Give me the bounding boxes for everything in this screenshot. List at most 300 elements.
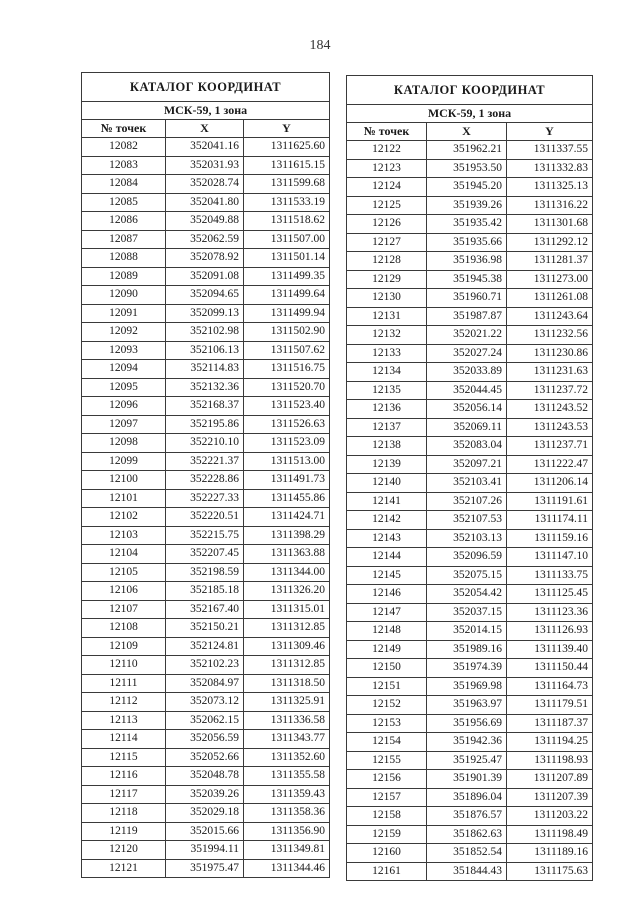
table-row (347, 677, 593, 696)
y-coordinate-cell: 1311359.43 (244, 785, 330, 804)
y-coordinate-cell: 1311194.25 (507, 733, 593, 752)
y-coordinate-cell: 1311455.86 (244, 489, 330, 508)
y-coordinate-cell: 1311326.20 (244, 582, 330, 601)
point-number-cell: 12132 (347, 326, 427, 345)
x-coordinate-cell: 352052.66 (166, 748, 244, 767)
y-coordinate-cell: 1311231.63 (507, 363, 593, 382)
table-row (347, 474, 593, 493)
y-coordinate-cell: 1311125.45 (507, 585, 593, 604)
point-number-cell: 12124 (347, 178, 427, 197)
x-coordinate-cell: 351963.97 (427, 696, 507, 715)
point-number-cell: 12134 (347, 363, 427, 382)
table-row (347, 381, 593, 400)
y-coordinate-cell: 1311344.46 (244, 859, 330, 878)
x-coordinate-cell: 351969.98 (427, 677, 507, 696)
table-row (82, 822, 330, 841)
x-coordinate-cell: 352062.15 (166, 711, 244, 730)
y-coordinate-cell: 1311301.68 (507, 215, 593, 234)
x-coordinate-cell: 351989.16 (427, 640, 507, 659)
table-row (347, 714, 593, 733)
point-number-cell: 12108 (82, 619, 166, 638)
y-coordinate-cell: 1311281.37 (507, 252, 593, 271)
y-coordinate-cell: 1311533.19 (244, 193, 330, 212)
column-header-point: № точек (82, 120, 166, 138)
point-number-cell: 12090 (82, 286, 166, 305)
table-row (347, 659, 593, 678)
y-coordinate-cell: 1311337.55 (507, 141, 593, 160)
x-coordinate-cell: 352041.16 (166, 138, 244, 157)
x-coordinate-cell: 351945.38 (427, 270, 507, 289)
table-row (347, 603, 593, 622)
point-number-cell: 12157 (347, 788, 427, 807)
y-coordinate-cell: 1311520.70 (244, 378, 330, 397)
table-row (347, 788, 593, 807)
x-coordinate-cell: 352056.59 (166, 730, 244, 749)
table-row (347, 825, 593, 844)
point-number-cell: 12105 (82, 563, 166, 582)
x-coordinate-cell: 351953.50 (427, 159, 507, 178)
x-coordinate-cell: 352124.81 (166, 637, 244, 656)
x-coordinate-cell: 352031.93 (166, 156, 244, 175)
y-coordinate-cell: 1311243.53 (507, 418, 593, 437)
table-row (82, 230, 330, 249)
y-coordinate-cell: 1311198.93 (507, 751, 593, 770)
coordinate-catalog-left (81, 72, 330, 878)
point-number-cell: 12152 (347, 696, 427, 715)
table-row (82, 397, 330, 416)
table-row (347, 437, 593, 456)
table-row (82, 415, 330, 434)
y-coordinate-cell: 1311344.00 (244, 563, 330, 582)
point-number-cell: 12133 (347, 344, 427, 363)
point-number-cell: 12113 (82, 711, 166, 730)
y-coordinate-cell: 1311187.37 (507, 714, 593, 733)
y-coordinate-cell: 1311615.15 (244, 156, 330, 175)
table-row (347, 807, 593, 826)
x-coordinate-cell: 352106.13 (166, 341, 244, 360)
table-row (347, 492, 593, 511)
point-number-cell: 12156 (347, 770, 427, 789)
point-number-cell: 12129 (347, 270, 427, 289)
point-number-cell: 12127 (347, 233, 427, 252)
catalog-body-right (347, 141, 593, 881)
y-coordinate-cell: 1311499.64 (244, 286, 330, 305)
y-coordinate-cell: 1311325.13 (507, 178, 593, 197)
point-number-cell: 12153 (347, 714, 427, 733)
table-row (347, 363, 593, 382)
y-coordinate-cell: 1311516.75 (244, 360, 330, 379)
x-coordinate-cell: 352091.08 (166, 267, 244, 286)
point-number-cell: 12085 (82, 193, 166, 212)
table-row (347, 159, 593, 178)
point-number-cell: 12087 (82, 230, 166, 249)
x-coordinate-cell: 352107.53 (427, 511, 507, 530)
y-coordinate-cell: 1311507.62 (244, 341, 330, 360)
table-row (347, 511, 593, 530)
y-coordinate-cell: 1311189.16 (507, 844, 593, 863)
y-coordinate-cell: 1311356.90 (244, 822, 330, 841)
x-coordinate-cell: 352049.88 (166, 212, 244, 231)
table-row (82, 619, 330, 638)
x-coordinate-cell: 352099.13 (166, 304, 244, 323)
table-row (82, 730, 330, 749)
table-row (347, 326, 593, 345)
point-number-cell: 12101 (82, 489, 166, 508)
point-number-cell: 12154 (347, 733, 427, 752)
y-coordinate-cell: 1311363.88 (244, 545, 330, 564)
y-coordinate-cell: 1311398.29 (244, 526, 330, 545)
y-coordinate-cell: 1311237.71 (507, 437, 593, 456)
point-number-cell: 12145 (347, 566, 427, 585)
y-coordinate-cell: 1311513.00 (244, 452, 330, 471)
point-number-cell: 12135 (347, 381, 427, 400)
point-number-cell: 12097 (82, 415, 166, 434)
y-coordinate-cell: 1311123.36 (507, 603, 593, 622)
x-coordinate-cell: 352132.36 (166, 378, 244, 397)
y-coordinate-cell: 1311501.14 (244, 249, 330, 268)
point-number-cell: 12109 (82, 637, 166, 656)
point-number-cell: 12137 (347, 418, 427, 437)
table-row (347, 751, 593, 770)
x-coordinate-cell: 352107.26 (427, 492, 507, 511)
table-row (82, 193, 330, 212)
x-coordinate-cell: 352102.23 (166, 656, 244, 675)
point-number-cell: 12112 (82, 693, 166, 712)
x-coordinate-cell: 352041.80 (166, 193, 244, 212)
x-coordinate-cell: 352054.42 (427, 585, 507, 604)
y-coordinate-cell: 1311175.63 (507, 862, 593, 881)
x-coordinate-cell: 352062.59 (166, 230, 244, 249)
x-coordinate-cell: 352220.51 (166, 508, 244, 527)
point-number-cell: 12141 (347, 492, 427, 511)
table-row (82, 267, 330, 286)
table-row (82, 711, 330, 730)
x-coordinate-cell: 352210.10 (166, 434, 244, 453)
y-coordinate-cell: 1311273.00 (507, 270, 593, 289)
table-row (347, 640, 593, 659)
point-number-cell: 12104 (82, 545, 166, 564)
table-row (347, 400, 593, 419)
y-coordinate-cell: 1311237.72 (507, 381, 593, 400)
catalog-body-left (82, 138, 330, 878)
table-row (82, 656, 330, 675)
x-coordinate-cell: 351935.42 (427, 215, 507, 234)
point-number-cell: 12123 (347, 159, 427, 178)
column-header-x: X (166, 120, 244, 138)
table-row (82, 600, 330, 619)
table-row (82, 637, 330, 656)
table-row (82, 582, 330, 601)
y-coordinate-cell: 1311499.94 (244, 304, 330, 323)
y-coordinate-cell: 1311312.85 (244, 656, 330, 675)
point-number-cell: 12161 (347, 862, 427, 881)
point-number-cell: 12131 (347, 307, 427, 326)
point-number-cell: 12139 (347, 455, 427, 474)
table-row (82, 378, 330, 397)
x-coordinate-cell: 352021.22 (427, 326, 507, 345)
table-row (82, 138, 330, 157)
table-row (82, 156, 330, 175)
table-row (82, 785, 330, 804)
table-row (82, 212, 330, 231)
x-coordinate-cell: 352207.45 (166, 545, 244, 564)
y-coordinate-cell: 1311352.60 (244, 748, 330, 767)
y-coordinate-cell: 1311355.58 (244, 767, 330, 786)
table-row (82, 526, 330, 545)
y-coordinate-cell: 1311523.40 (244, 397, 330, 416)
point-number-cell: 12106 (82, 582, 166, 601)
table-row (347, 270, 593, 289)
y-coordinate-cell: 1311491.73 (244, 471, 330, 490)
table-row (347, 307, 593, 326)
point-number-cell: 12122 (347, 141, 427, 160)
x-coordinate-cell: 352195.86 (166, 415, 244, 434)
column-header-x: X (427, 123, 507, 141)
x-coordinate-cell: 351862.63 (427, 825, 507, 844)
table-row (82, 693, 330, 712)
column-header-y: Y (244, 120, 330, 138)
x-coordinate-cell: 352102.98 (166, 323, 244, 342)
table-row (347, 344, 593, 363)
point-number-cell: 12159 (347, 825, 427, 844)
x-coordinate-cell: 351939.26 (427, 196, 507, 215)
table-row (82, 508, 330, 527)
x-coordinate-cell: 352028.74 (166, 175, 244, 194)
table-row (347, 289, 593, 308)
y-coordinate-cell: 1311133.75 (507, 566, 593, 585)
point-number-cell: 12102 (82, 508, 166, 527)
point-number-cell: 12126 (347, 215, 427, 234)
x-coordinate-cell: 352215.75 (166, 526, 244, 545)
y-coordinate-cell: 1311358.36 (244, 804, 330, 823)
y-coordinate-cell: 1311316.22 (507, 196, 593, 215)
point-number-cell: 12117 (82, 785, 166, 804)
point-number-cell: 12110 (82, 656, 166, 675)
point-number-cell: 12092 (82, 323, 166, 342)
x-coordinate-cell: 352037.15 (427, 603, 507, 622)
x-coordinate-cell: 352198.59 (166, 563, 244, 582)
y-coordinate-cell: 1311159.16 (507, 529, 593, 548)
table-row (347, 141, 593, 160)
x-coordinate-cell: 352029.18 (166, 804, 244, 823)
x-coordinate-cell: 352048.78 (166, 767, 244, 786)
table-row (82, 341, 330, 360)
catalog-title: КАТАЛОГ КООРДИНАТ (347, 76, 593, 105)
x-coordinate-cell: 352044.45 (427, 381, 507, 400)
x-coordinate-cell: 351876.57 (427, 807, 507, 826)
table-row (82, 859, 330, 878)
x-coordinate-cell: 351901.39 (427, 770, 507, 789)
y-coordinate-cell: 1311518.62 (244, 212, 330, 231)
table-row (347, 862, 593, 881)
x-coordinate-cell: 351942.36 (427, 733, 507, 752)
y-coordinate-cell: 1311325.91 (244, 693, 330, 712)
x-coordinate-cell: 351936.98 (427, 252, 507, 271)
y-coordinate-cell: 1311424.71 (244, 508, 330, 527)
table-row (82, 563, 330, 582)
point-number-cell: 12125 (347, 196, 427, 215)
x-coordinate-cell: 352103.41 (427, 474, 507, 493)
x-coordinate-cell: 352227.33 (166, 489, 244, 508)
table-row (82, 841, 330, 860)
x-coordinate-cell: 351935.66 (427, 233, 507, 252)
x-coordinate-cell: 352056.14 (427, 400, 507, 419)
point-number-cell: 12089 (82, 267, 166, 286)
coordinate-zone: МСК-59, 1 зона (82, 102, 330, 120)
table-row (347, 696, 593, 715)
point-number-cell: 12084 (82, 175, 166, 194)
y-coordinate-cell: 1311230.86 (507, 344, 593, 363)
point-number-cell: 12148 (347, 622, 427, 641)
point-number-cell: 12115 (82, 748, 166, 767)
point-number-cell: 12128 (347, 252, 427, 271)
x-coordinate-cell: 352027.24 (427, 344, 507, 363)
point-number-cell: 12111 (82, 674, 166, 693)
x-coordinate-cell: 352096.59 (427, 548, 507, 567)
x-coordinate-cell: 351925.47 (427, 751, 507, 770)
y-coordinate-cell: 1311292.12 (507, 233, 593, 252)
point-number-cell: 12118 (82, 804, 166, 823)
y-coordinate-cell: 1311203.22 (507, 807, 593, 826)
point-number-cell: 12155 (347, 751, 427, 770)
x-coordinate-cell: 351945.20 (427, 178, 507, 197)
point-number-cell: 12121 (82, 859, 166, 878)
table-row (82, 452, 330, 471)
table-row (82, 304, 330, 323)
x-coordinate-cell: 351987.87 (427, 307, 507, 326)
x-coordinate-cell: 352094.65 (166, 286, 244, 305)
x-coordinate-cell: 352014.15 (427, 622, 507, 641)
table-row (82, 767, 330, 786)
point-number-cell: 12100 (82, 471, 166, 490)
point-number-cell: 12086 (82, 212, 166, 231)
table-row (82, 674, 330, 693)
x-coordinate-cell: 351974.39 (427, 659, 507, 678)
table-row (347, 844, 593, 863)
column-header-point: № точек (347, 123, 427, 141)
point-number-cell: 12098 (82, 434, 166, 453)
point-number-cell: 12149 (347, 640, 427, 659)
table-row (347, 733, 593, 752)
table-row (82, 489, 330, 508)
point-number-cell: 12114 (82, 730, 166, 749)
x-coordinate-cell: 352150.21 (166, 619, 244, 638)
y-coordinate-cell: 1311318.50 (244, 674, 330, 693)
page-number: 184 (309, 38, 331, 53)
y-coordinate-cell: 1311332.83 (507, 159, 593, 178)
x-coordinate-cell: 352039.26 (166, 785, 244, 804)
y-coordinate-cell: 1311222.47 (507, 455, 593, 474)
point-number-cell: 12107 (82, 600, 166, 619)
point-number-cell: 12082 (82, 138, 166, 157)
y-coordinate-cell: 1311150.44 (507, 659, 593, 678)
point-number-cell: 12151 (347, 677, 427, 696)
point-number-cell: 12099 (82, 452, 166, 471)
table-row (347, 418, 593, 437)
y-coordinate-cell: 1311499.35 (244, 267, 330, 286)
table-row (82, 545, 330, 564)
table-row (347, 548, 593, 567)
point-number-cell: 12095 (82, 378, 166, 397)
table-row (82, 471, 330, 490)
y-coordinate-cell: 1311191.61 (507, 492, 593, 511)
table-row (347, 566, 593, 585)
point-number-cell: 12150 (347, 659, 427, 678)
point-number-cell: 12091 (82, 304, 166, 323)
catalog-title: КАТАЛОГ КООРДИНАТ (82, 73, 330, 102)
x-coordinate-cell: 351975.47 (166, 859, 244, 878)
x-coordinate-cell: 352083.04 (427, 437, 507, 456)
x-coordinate-cell: 352075.15 (427, 566, 507, 585)
y-coordinate-cell: 1311206.14 (507, 474, 593, 493)
point-number-cell: 12083 (82, 156, 166, 175)
table-row (82, 249, 330, 268)
y-coordinate-cell: 1311207.89 (507, 770, 593, 789)
table-row (82, 434, 330, 453)
point-number-cell: 12144 (347, 548, 427, 567)
table-row (347, 196, 593, 215)
point-number-cell: 12094 (82, 360, 166, 379)
x-coordinate-cell: 352114.83 (166, 360, 244, 379)
y-coordinate-cell: 1311349.81 (244, 841, 330, 860)
y-coordinate-cell: 1311343.77 (244, 730, 330, 749)
table-row (82, 748, 330, 767)
x-coordinate-cell: 352073.12 (166, 693, 244, 712)
x-coordinate-cell: 352069.11 (427, 418, 507, 437)
y-coordinate-cell: 1311625.60 (244, 138, 330, 157)
y-coordinate-cell: 1311502.90 (244, 323, 330, 342)
point-number-cell: 12143 (347, 529, 427, 548)
x-coordinate-cell: 352185.18 (166, 582, 244, 601)
x-coordinate-cell: 351962.21 (427, 141, 507, 160)
point-number-cell: 12138 (347, 437, 427, 456)
y-coordinate-cell: 1311232.56 (507, 326, 593, 345)
y-coordinate-cell: 1311198.49 (507, 825, 593, 844)
table-row (347, 622, 593, 641)
y-coordinate-cell: 1311523.09 (244, 434, 330, 453)
y-coordinate-cell: 1311599.68 (244, 175, 330, 194)
column-header-y: Y (507, 123, 593, 141)
table-row (347, 770, 593, 789)
table-row (347, 178, 593, 197)
y-coordinate-cell: 1311309.46 (244, 637, 330, 656)
y-coordinate-cell: 1311164.73 (507, 677, 593, 696)
point-number-cell: 12158 (347, 807, 427, 826)
table-row (82, 323, 330, 342)
y-coordinate-cell: 1311261.08 (507, 289, 593, 308)
y-coordinate-cell: 1311243.64 (507, 307, 593, 326)
x-coordinate-cell: 352228.86 (166, 471, 244, 490)
x-coordinate-cell: 352221.37 (166, 452, 244, 471)
table-row (82, 175, 330, 194)
point-number-cell: 12160 (347, 844, 427, 863)
x-coordinate-cell: 352097.21 (427, 455, 507, 474)
coordinate-zone: МСК-59, 1 зона (347, 105, 593, 123)
y-coordinate-cell: 1311336.58 (244, 711, 330, 730)
coordinate-catalog-right (346, 75, 593, 881)
table-row (347, 529, 593, 548)
x-coordinate-cell: 351844.43 (427, 862, 507, 881)
table-row (347, 233, 593, 252)
y-coordinate-cell: 1311243.52 (507, 400, 593, 419)
point-number-cell: 12088 (82, 249, 166, 268)
table-row (347, 252, 593, 271)
x-coordinate-cell: 352084.97 (166, 674, 244, 693)
table-row (82, 360, 330, 379)
x-coordinate-cell: 351956.69 (427, 714, 507, 733)
table-row (347, 455, 593, 474)
y-coordinate-cell: 1311126.93 (507, 622, 593, 641)
